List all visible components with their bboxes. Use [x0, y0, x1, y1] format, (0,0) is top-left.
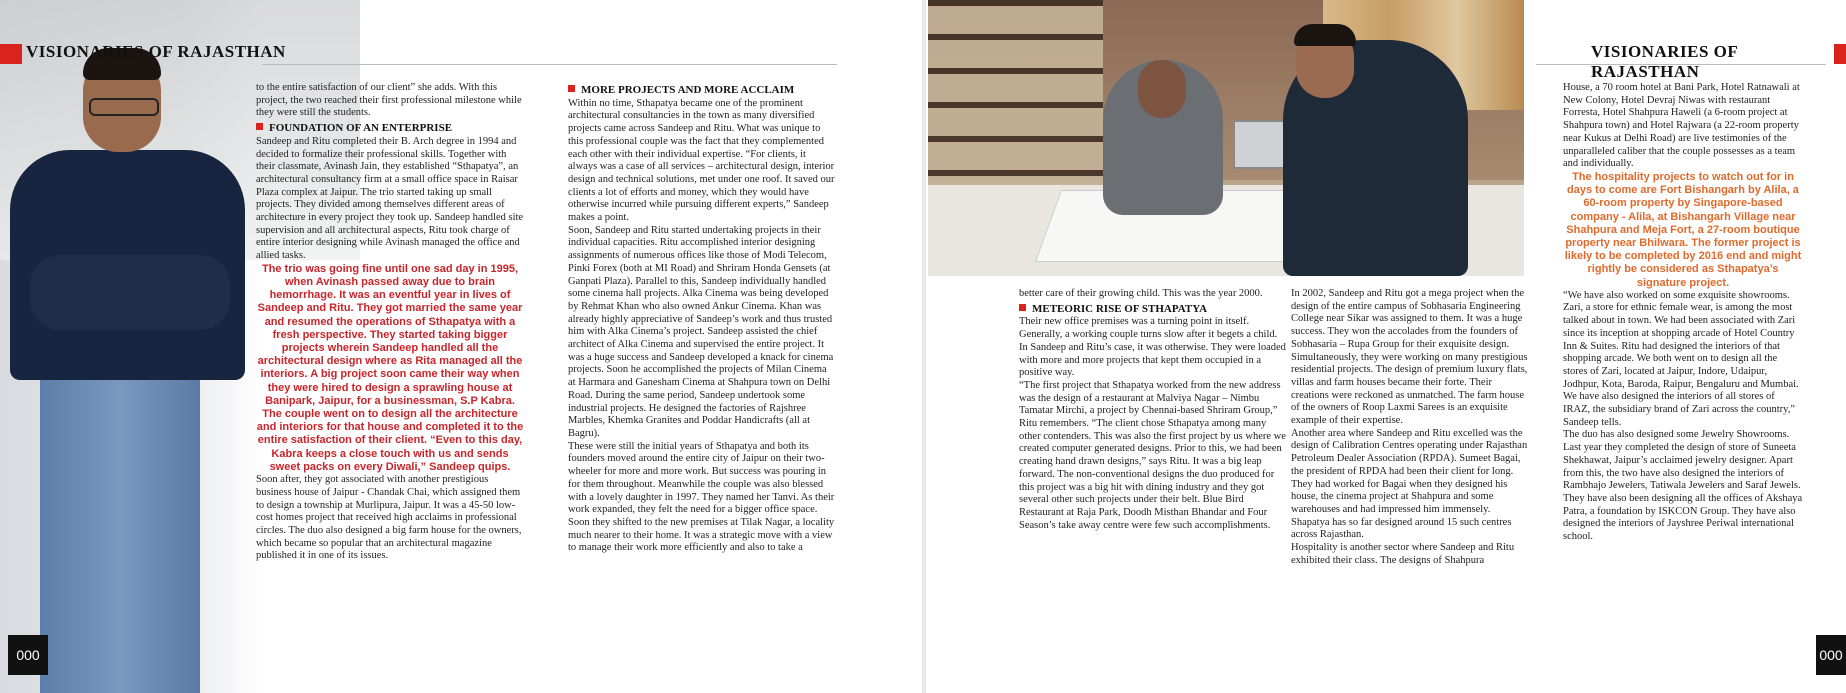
section-heading: METEORIC RISE OF STHAPATYA	[1019, 303, 1287, 316]
header-accent-bar	[1834, 44, 1846, 64]
right-column-1	[1019, 288, 1287, 532]
paragraph: Hospitality is another sector where Sandeep and Ritu exhibited their class. The designs of Shahpura	[1291, 542, 1515, 566]
page-number: 000	[8, 635, 48, 675]
right-column-3	[1563, 82, 1803, 544]
page-header: VISIONARIES OF RAJASTHAN	[1591, 42, 1738, 81]
paragraph: “The first project that Sthapatya worked from the new address was the design of a restaurant at Malviya Nagar – Nimbu Tamatar Mirchi, a project by Chennai-based Shriram Group,” Ritu remembers. “The client chose Sthapatya among many other contenders. This was also the first project by us where we created computer generated designs. Prior to this, we had been creating hand drawn designs,” says Ritu. It was a big leap forward. The non-conventional designs the duo produced for this project was a big hit with dining industry and they got several other such projects under their belt. Blue Bird Restaurant at Raja Park, Doodh Misthan Bhandar and Four Season’s take away centre were few such accomplishments.	[1019, 379, 1286, 531]
office-photo	[928, 0, 1524, 276]
header-accent-bar	[0, 44, 22, 64]
left-column-2	[568, 82, 836, 555]
section-heading: MORE PROJECTS AND MORE ACCLAIM	[568, 84, 836, 97]
page-header: VISIONARIES OF RAJASTHAN	[26, 42, 286, 61]
right-page	[926, 0, 1846, 693]
paragraph: Soon, Sandeep and Ritu started undertaking projects in their individual capacities. Ritu accomplished interior designing assignments of numerous offices like those of Modi Telecom, Pinki Forex (both at MI Road) and Shriram Honda Gensets (at Ganpati Plaza). Parallel to this, Sandeep individually handled some cinema hall projects. Alka Cinema was being developed by Rehmat Khan who also owned Ankur Cinema. Khan was already highly appreciative of Sandeep’s work and thus trusted him with Alka Cinema’s project. Sandeep assisted the chief architect of Alka Cinema and supervised the entire project. It was a huge success and Sandeep developed a knack for cinema projects. Soon he accomplished the projects of Milan Cinema at Harmara and Ganesham Cinema at Shahpura town on Delhi Road. During the same period, Sandeep undertook some industrial projects. He designed the factories of Rajshree Marbles, Khemka Granites and Poddar Handicrafts (all at Bagru).	[568, 224, 834, 439]
header-rule	[262, 64, 837, 65]
portrait-photo	[0, 0, 262, 693]
right-column-2	[1291, 288, 1529, 567]
pull-quote: The hospitality projects to watch out for in days to come are Fort Bishangarh by Alila, a 60-room property by Singapore-based company - Alila, at Bishangarh Village near Shahpura and Meja Fort, a 27-room boutique property near Bhilwara. The former project is likely to be completed by 2016 end and might rightly be considered as Sthapatya’s signature project.	[1564, 170, 1802, 289]
paragraph: House, a 70 room hotel at Bani Park, Hotel Ratnawali at New Colony, Hotel Devraj Niwas with restaurant Forresta, Hotel Shahpura Haweli (a 6-room project at Shahpura town) and Hotel Rajwara (a 22-room property near Kukus at Delhi Road) are live testimonies of the unparalleled caliber that the couple possesses as a team and individually.	[1563, 82, 1800, 170]
paragraph: better care of their growing child. This was the year 2000.	[1019, 288, 1263, 299]
left-column-1	[256, 82, 524, 563]
paragraph: Simultaneously, they were working on many prestigious residential projects. The design of premium luxury flats, villas and farm houses became their forte. Their creations were reckoned as unmatched. The farm house of the owners of Roop Laxmi Sarees is an exquisite example of their expertise.	[1291, 351, 1528, 427]
paragraph: These were still the initial years of Sthapatya and both its founders moved around the entire city of Jaipur on their two-wheeler for more and more work. But success was pouring in for them throughout. Meanwhile the couple was also blessed with a lovely daughter in 1997. They named her Tanvi. As their work expanded, they felt the need for a bigger office space. Soon they shifted to the new premises at Tilak Nagar, a locality much nearer to their home. It was a strategic move with a view to manage their work more efficiently and also to take a	[568, 440, 835, 554]
paragraph: In 2002, Sandeep and Ritu got a mega project when the design of the entire campus of Sobhasaria Engineering College near Sikar was assigned to them. It was a huge success. They won the accolades from the founders of Sobhasaria – Rupa Group for their exquisite design.	[1291, 288, 1524, 350]
paragraph: Another area where Sandeep and Ritu excelled was the design of Calibration Centres operating under Rajasthan Petroleum Dealer Association (RPDA). Sumeet Bagai, the president of RPDA had been their client for long. They had worked for Bagai when they designed his house, the cinema project at Shahpura and some warehouses and had impressed him immensely. Shapatya has so far designed around 15 such centres across Rajasthan.	[1291, 427, 1528, 541]
left-page	[0, 0, 922, 693]
paragraph: Within no time, Sthapatya became one of the prominent architectural consultancies in the town as many diversified projects came across Sandeep and Ritu. What was unique to this professional couple was the fact that they complemented each other with their individual expertise. “For clients, it always was a case of all services – architectural design, interior design and technical solutions, met under one roof. It saved our clients a lot of efforts and money, which they would have otherwise incurred while pursuing different experts,” Sandeep makes a point.	[568, 97, 835, 224]
pull-quote: The trio was going fine until one sad day in 1995, when Avinash passed away due to brain hemorrhage. It was an eventful year in lives of Sandeep and Ritu. They got married the same year and resumed the operations of Sthapatya with a fresh perspective. They started taking bigger projects wherein Sandeep handled all the architectural design where as Rita managed all the interiors. A big project soon came their way when they were hired to design a sprawling house at Banipark, Jaipur, for a businessman, S.P Kabra. The couple went on to design all the architecture and interiors for that house and completed it to the entire satisfaction of their client. “Even to this day, Kabra keeps a close touch with us and sends sweet packs on every Diwali,” Sandeep quips.	[256, 262, 524, 473]
paragraph: Soon after, they got associated with another prestigious business house of Jaipur - Chandak Chai, which assigned them to design a township at Murlipura, Jaipur. It was a 45-50 low-cost homes project that received high acclaims in professional circles. The duo also designed a big farm house for the owners, which became so popular that an architectural magazine published it in one of its issues.	[256, 474, 522, 562]
paragraph: Sandeep and Ritu completed their B. Arch degree in 1994 and decided to formalize their professional skills. Together with their classmate, Avinash Jain, they established “Sthapatya”, an architectural consultancy firm at a small office space in Raisar Plaza complex at Jaipur. The trio started taking up small projects. They divided among themselves different areas of architecture in every project they took up. Sandeep handled site supervision and all architectural aspects, Ritu took charge of entire interior designing while Avinash managed the office and allied tasks.	[256, 135, 524, 262]
paragraph: The duo has also designed some Jewelry Showrooms. Last year they completed the design of store of Suneeta Shekhawat, Jaipur’s acclaimed jewelry designer. Apart from this, the two have also designed the interiors of Rambhajo Jewelers, Tatiwala Jewelers and Saraf Jewels. They have also been designing all the offices of Akshaya Patra, a foundation by ISKCON Group. They have also designed the interiors of Jayshree Periwal international school.	[1563, 429, 1803, 543]
paragraph: “We have also worked on some exquisite showrooms. Zari, a store for ethnic female wear, is among the most talked about in town. We had been associated with Zari since its inception at shopping arcade of Hotel Country Inn & Suites. Ritu had designed the interiors of that shopping arcade. We both went on to design all the stores of Zari, located at Jaipur, Indore, Udaipur, Jodhpur, Kota, Baroda, Raipur, Bengaluru and Mumbai. We have also designed the interiors of all stores of IRAZ, the subsidiary brand of Zari across the country,” Sandeep tells.	[1563, 289, 1799, 428]
paragraph: to the entire satisfaction of our client” she adds. With this project, the two reached their first professional milestone while they were still the students.	[256, 82, 522, 119]
section-heading: FOUNDATION OF AN ENTERPRISE	[256, 122, 524, 135]
page-number: 000	[1816, 635, 1846, 675]
paragraph: Their new office premises was a turning point in itself. Generally, a working couple turns slow after it begets a child. In Sandeep and Ritu’s case, it was otherwise. They were loaded with more and more projects that kept them occupied in a positive way.	[1019, 316, 1286, 379]
